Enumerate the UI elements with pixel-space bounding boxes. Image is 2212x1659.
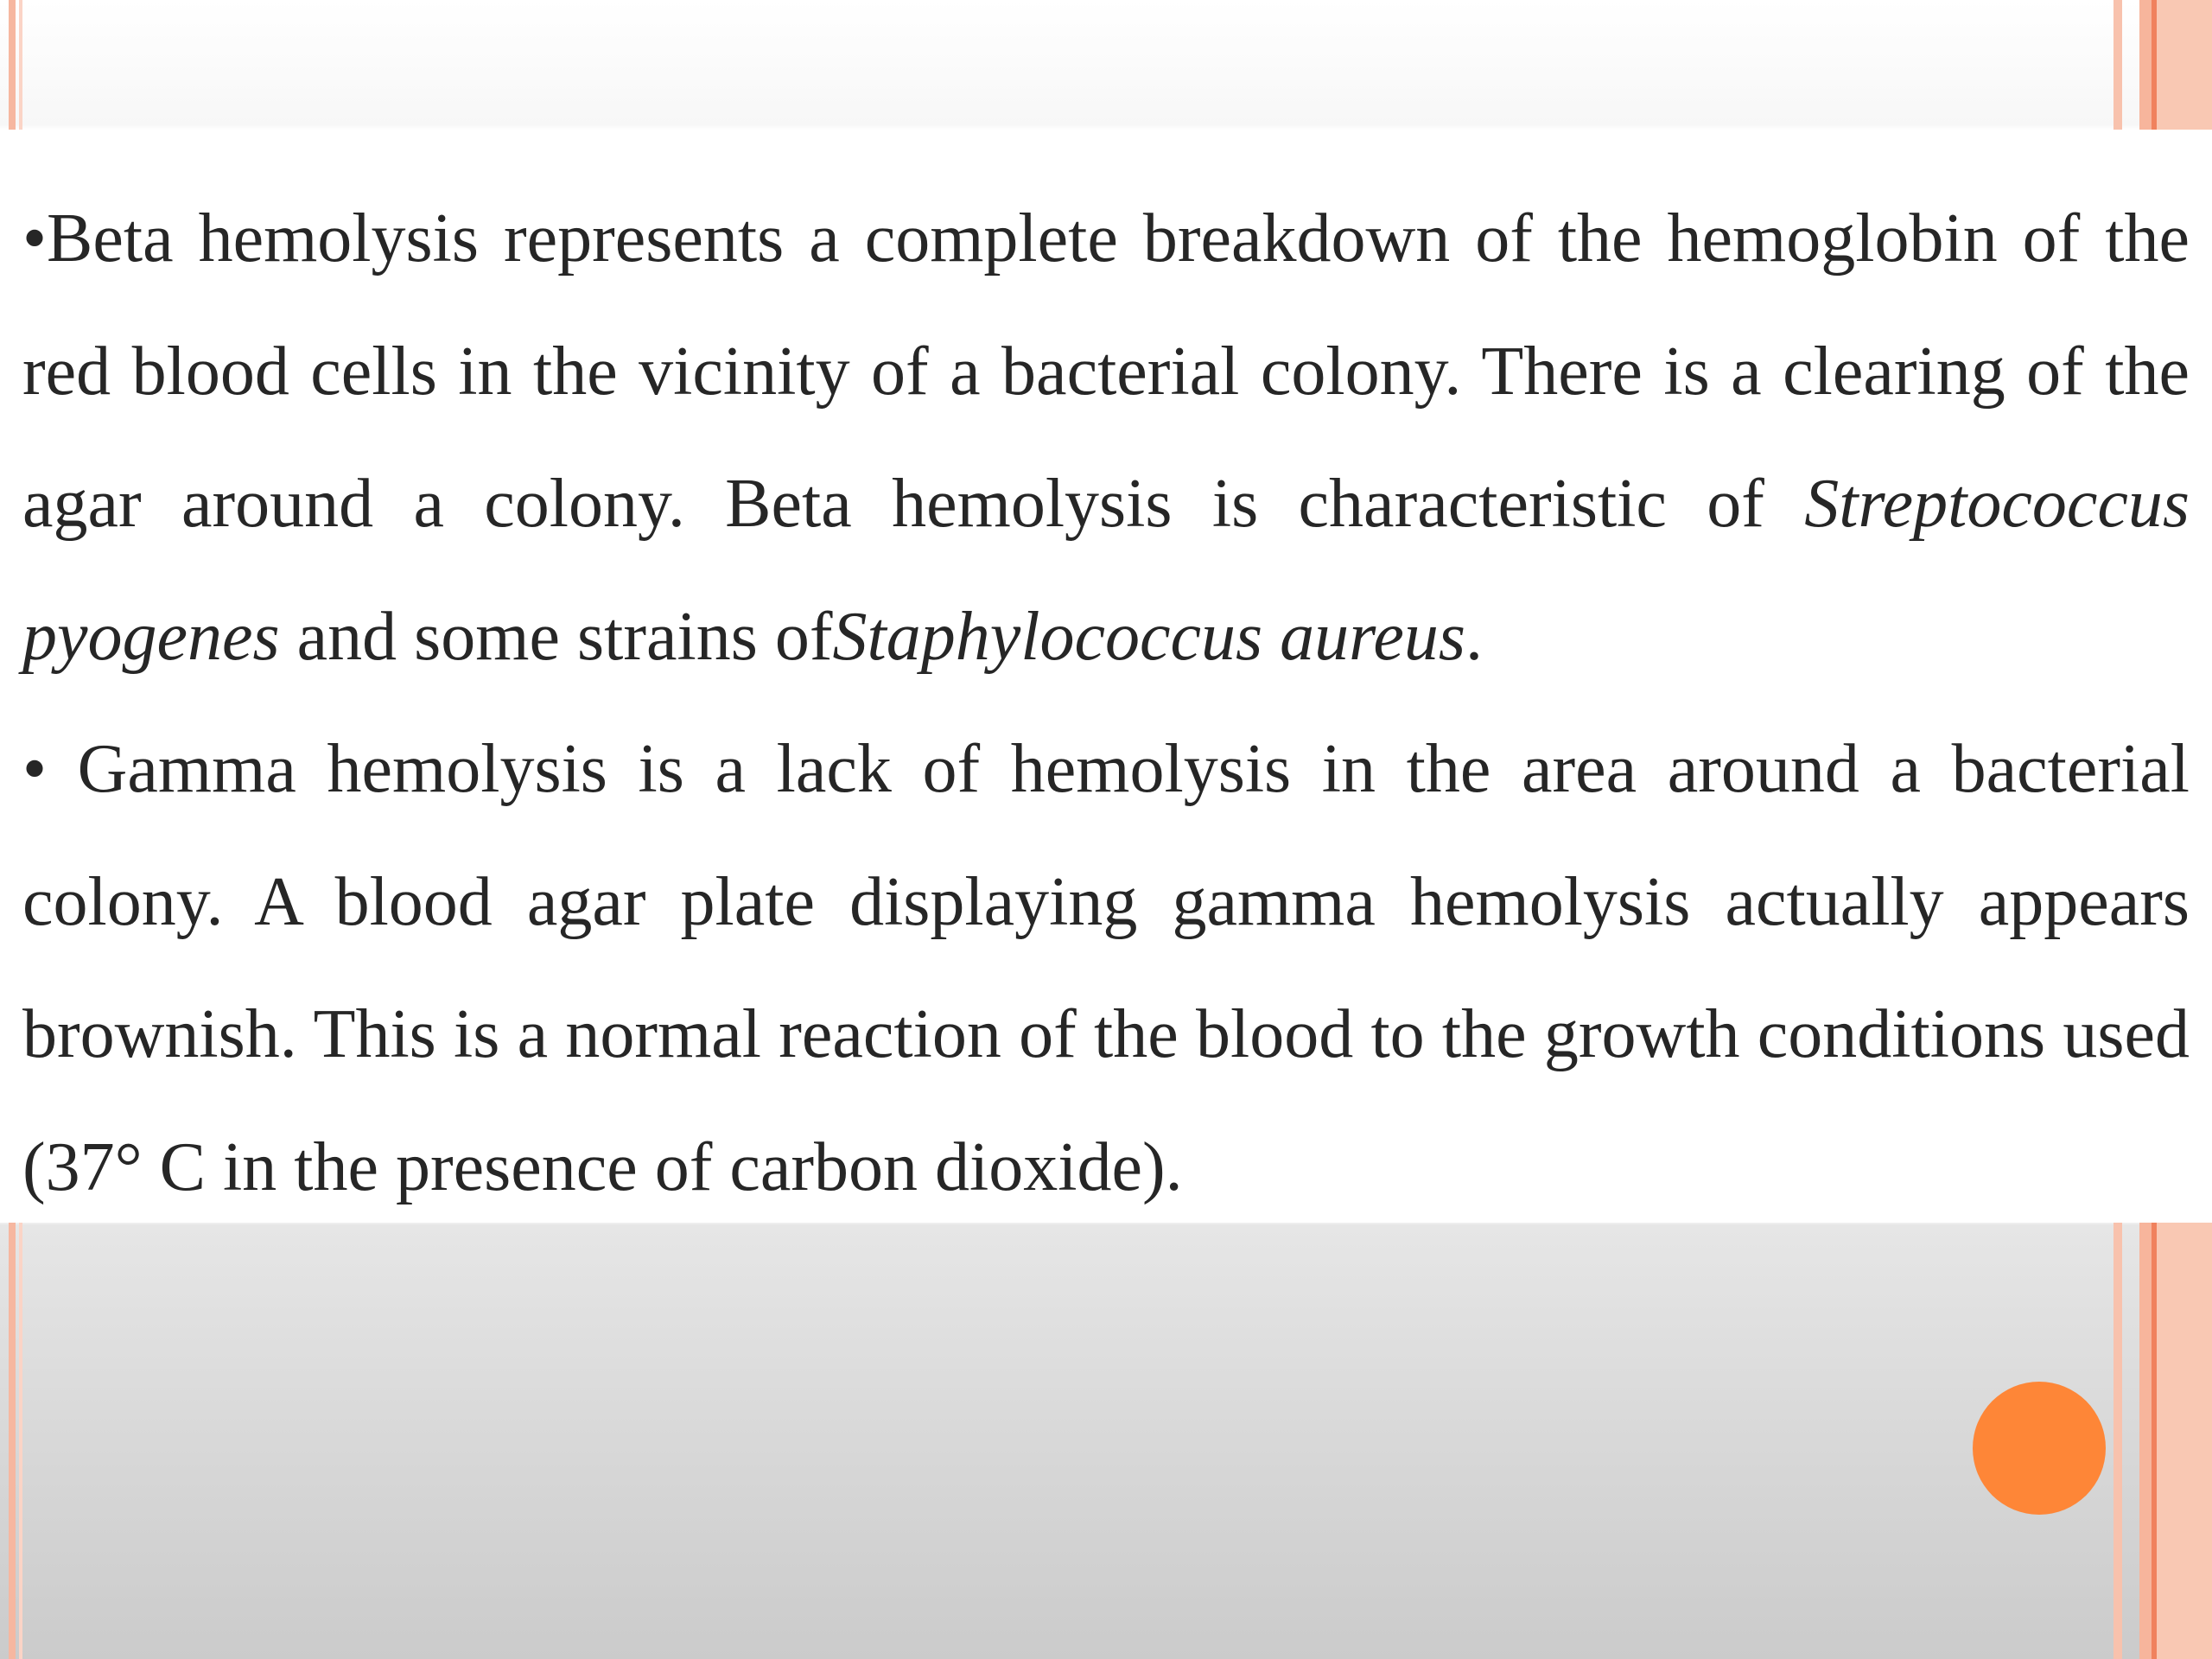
species-name-italic: Streptococcus pyogenes bbox=[22, 466, 2190, 675]
slide-body bbox=[22, 173, 2190, 1234]
paragraph-gamma-hemolysis bbox=[22, 703, 2190, 1234]
bullet: • bbox=[22, 731, 78, 807]
bullet: • bbox=[22, 200, 48, 276]
species-name-italic: Staphylococcus aureus bbox=[832, 598, 1465, 675]
paragraph-text: . bbox=[1465, 598, 1483, 675]
paragraph-beta-hemolysis bbox=[22, 173, 2190, 703]
paragraph-text: Gamma hemolysis is a lack of hemolysis in the area around a bacterial colony. A blood agar plate displaying gamma hemolysis actually appears brownish. This is a normal reaction of the blood to the growth conditions used (37° C in the presence of carbon dioxide). bbox=[22, 731, 2190, 1205]
paragraph-text: Beta hemolysis represents a complete breakdown of the hemoglobin of the red blood cells in the vicinity of a bacterial colony. There is a clearing of the agar around a colony. Beta hemolysis is characteristic of bbox=[22, 200, 2190, 542]
accent-circle bbox=[1973, 1382, 2106, 1515]
paragraph-text: and some strains of bbox=[279, 598, 833, 675]
